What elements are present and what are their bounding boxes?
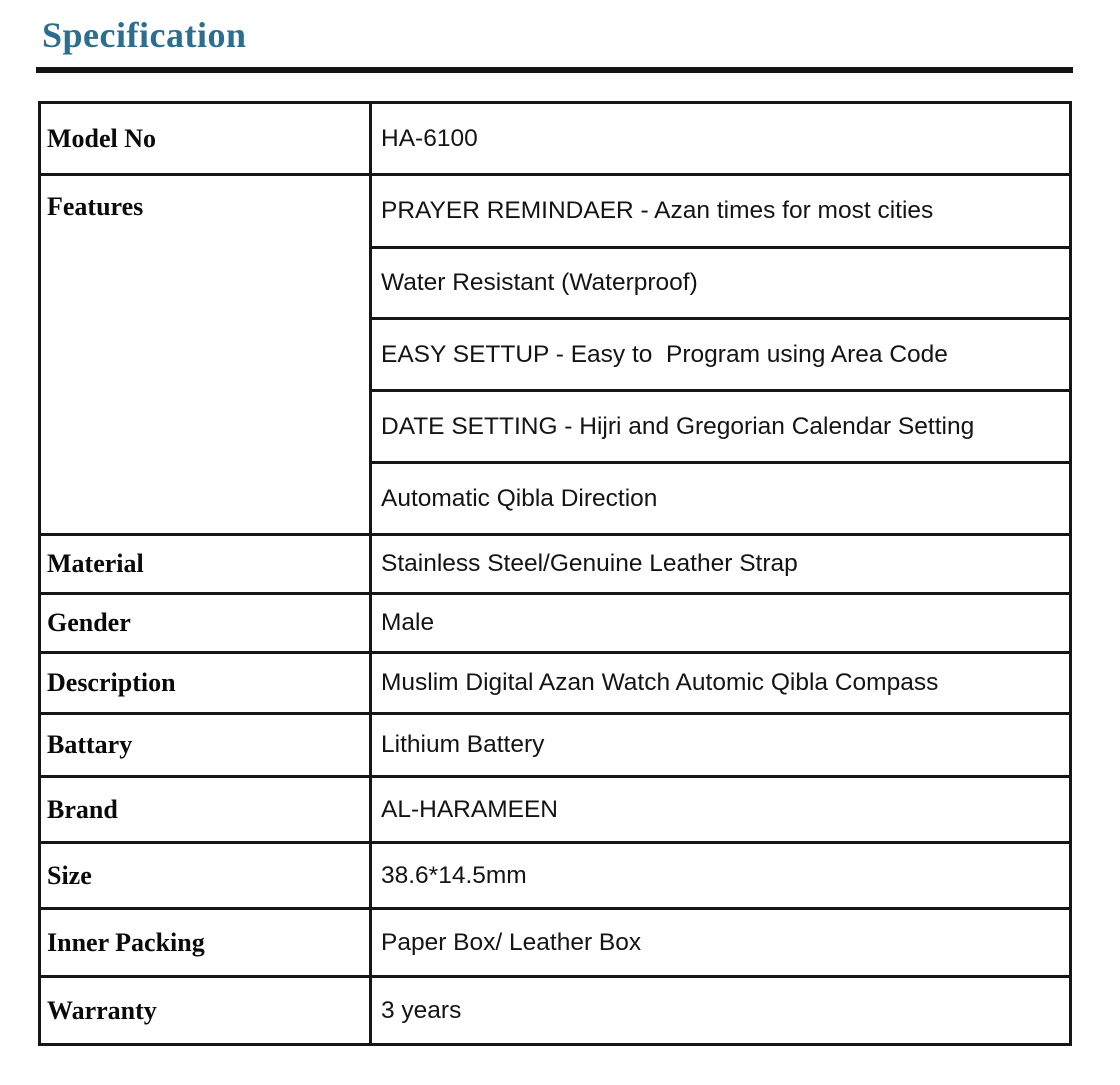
spec-label-cell: Size	[40, 843, 371, 909]
table-row-battary	[40, 714, 1071, 777]
table-row-feature-1	[40, 175, 1071, 248]
table-row-brand	[40, 777, 1071, 843]
spec-value-cell: DATE SETTING - Hijri and Gregorian Calendar Setting	[371, 391, 1071, 463]
spec-value-cell: Water Resistant (Waterproof)	[371, 248, 1071, 319]
table-row-gender	[40, 594, 1071, 653]
spec-value-cell: AL-HARAMEEN	[371, 777, 1071, 843]
table-row-inner-packing	[40, 909, 1071, 977]
specification-table	[38, 101, 1072, 1046]
table-row-material	[40, 535, 1071, 594]
spec-value-cell: 38.6*14.5mm	[371, 843, 1071, 909]
title-underline	[36, 67, 1073, 73]
table-row-warranty	[40, 977, 1071, 1045]
spec-value-cell: Male	[371, 594, 1071, 653]
spec-value-cell: Lithium Battery	[371, 714, 1071, 777]
spec-label-cell: Warranty	[40, 977, 371, 1045]
spec-label-cell: Inner Packing	[40, 909, 371, 977]
spec-value-cell: Muslim Digital Azan Watch Automic Qibla Compass	[371, 653, 1071, 714]
spec-value-cell: Stainless Steel/Genuine Leather Strap	[371, 535, 1071, 594]
spec-value-cell: Automatic Qibla Direction	[371, 463, 1071, 535]
spec-label-cell: Gender	[40, 594, 371, 653]
spec-label-cell: Battary	[40, 714, 371, 777]
table-row-description	[40, 653, 1071, 714]
spec-value-cell: EASY SETTUP - Easy to Program using Area Code	[371, 319, 1071, 391]
spec-value-cell: Paper Box/ Leather Box	[371, 909, 1071, 977]
spec-label-cell: Material	[40, 535, 371, 594]
spec-label-cell: Description	[40, 653, 371, 714]
spec-value-cell: 3 years	[371, 977, 1071, 1045]
spec-value-cell: PRAYER REMINDAER - Azan times for most cities	[371, 175, 1071, 248]
table-row-size	[40, 843, 1071, 909]
spec-label-cell: Model No	[40, 103, 371, 175]
spec-label-cell: Brand	[40, 777, 371, 843]
table-row-model-no	[40, 103, 1071, 175]
page-title: Specification	[42, 15, 247, 55]
spec-value-cell: HA-6100	[371, 103, 1071, 175]
spec-label-cell-features: Features	[40, 175, 371, 535]
